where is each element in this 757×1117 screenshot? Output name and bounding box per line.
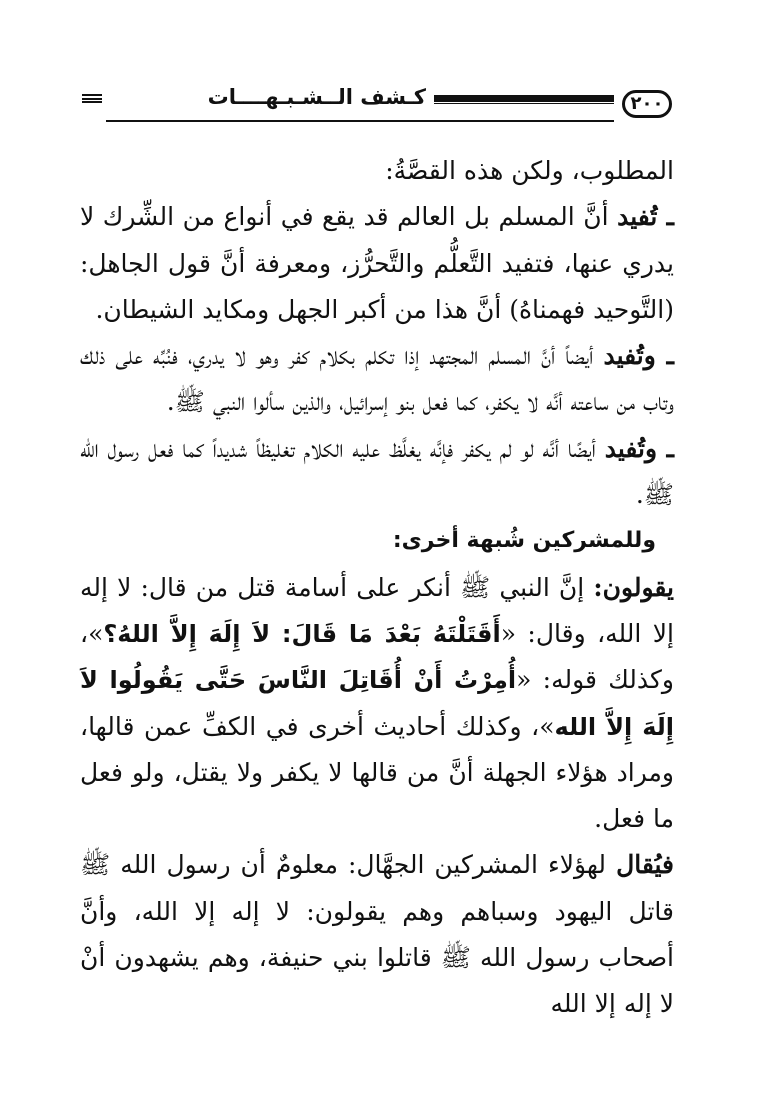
paragraph-2-lead: ـ تُفيد (617, 202, 674, 232)
paragraph-2-text: أنَّ المسلم بل العالم قد يقع في أنواع من الشِّرك لا يدري عنها، فتفيد التَّعلُّم والتَّحرُّز، ومعرفة أنَّ قول الجاهل: (التَّوحيد فهمناهُ) أنَّ هذا من أكبر الجهل ومكايد الشيطان. (80, 202, 674, 324)
header-ornament-left (82, 94, 102, 103)
paragraph-5 (80, 565, 674, 843)
header-ornament-rule (434, 95, 614, 102)
section-heading: وللمشركين شُبهة أخرى: (392, 528, 656, 554)
header-underline (106, 120, 614, 122)
paragraph-1 (80, 148, 674, 194)
running-title: كـشف الــشـبـهــــات (207, 85, 426, 109)
paragraph-3 (80, 333, 674, 426)
paragraph-4 (80, 426, 674, 519)
paragraph-3-text: أيضاً أنَّ المسلم المجتهد إذا تكلم بكلام كفر وهو لا يدري، فنُبِّه على ذلك وتاب من ساعته أنَّه لا يكفر، كما فعل بنو إسرائيل، والذين سألوا النبي ﷺ. (80, 341, 674, 417)
running-header (82, 85, 672, 124)
paragraph-6-lead: فيُقال (616, 850, 674, 880)
paragraph-1-text: المطلوب، ولكن هذه القصَّةُ: (385, 156, 674, 185)
page-number: ٢٠٠ (622, 90, 672, 118)
paragraph-4-text: أيضًا أنَّه لو لم يكفر فإنَّه يغلَّظ عليه الكلام تغليظاً شديداً كما فعل رسول الله ﷺ. (80, 433, 674, 510)
paragraph-5-text-1: إنَّ النبي ﷺ أنكر على أسامة قتل من قال: لا إله إلا الله، وقال: « (80, 572, 674, 648)
paragraph-5-text-2: »، وكذلك قوله: « (80, 618, 674, 695)
paragraph-6 (80, 842, 674, 1027)
body-text (80, 148, 674, 1028)
paragraph-5-text-3: »، وكذلك أحاديث أخرى في الكفِّ عمن قالها، ومراد هؤلاء الجهلة أنَّ من قالها لا يكفر ولا يقتل، ولو فعل ما فعل. (80, 711, 674, 834)
paragraph-6-text: لهؤلاء المشركين الجهَّال: معلومٌ أن رسول الله ﷺ قاتل اليهود وسباهم وهم يقولون: لا إله إلا الله، وأنَّ أصحاب رسول الله ﷺ قاتلوا بني حنيفة، وهم يشهدون أنْ لا إله إلا الله (80, 850, 674, 1019)
paragraph-2 (80, 194, 674, 333)
hadith-quote-2: أُمِرْتُ أَنْ أُقَاتِلَ النَّاسَ حَتَّى يَقُولُوا لاَ إِلَهَ إِلاَّ الله (80, 666, 674, 741)
paragraph-4-lead: ـ وتُفيد (604, 433, 674, 463)
paragraph-3-lead: ـ وتُفيد (603, 341, 674, 371)
hadith-quote-1: أَقَتَلْتَهُ بَعْدَ مَا قَالَ: لاَ إِلَهَ إِلاَّ اللهُ؟ (103, 619, 501, 648)
paragraph-5-lead: يقولون: (593, 572, 674, 602)
